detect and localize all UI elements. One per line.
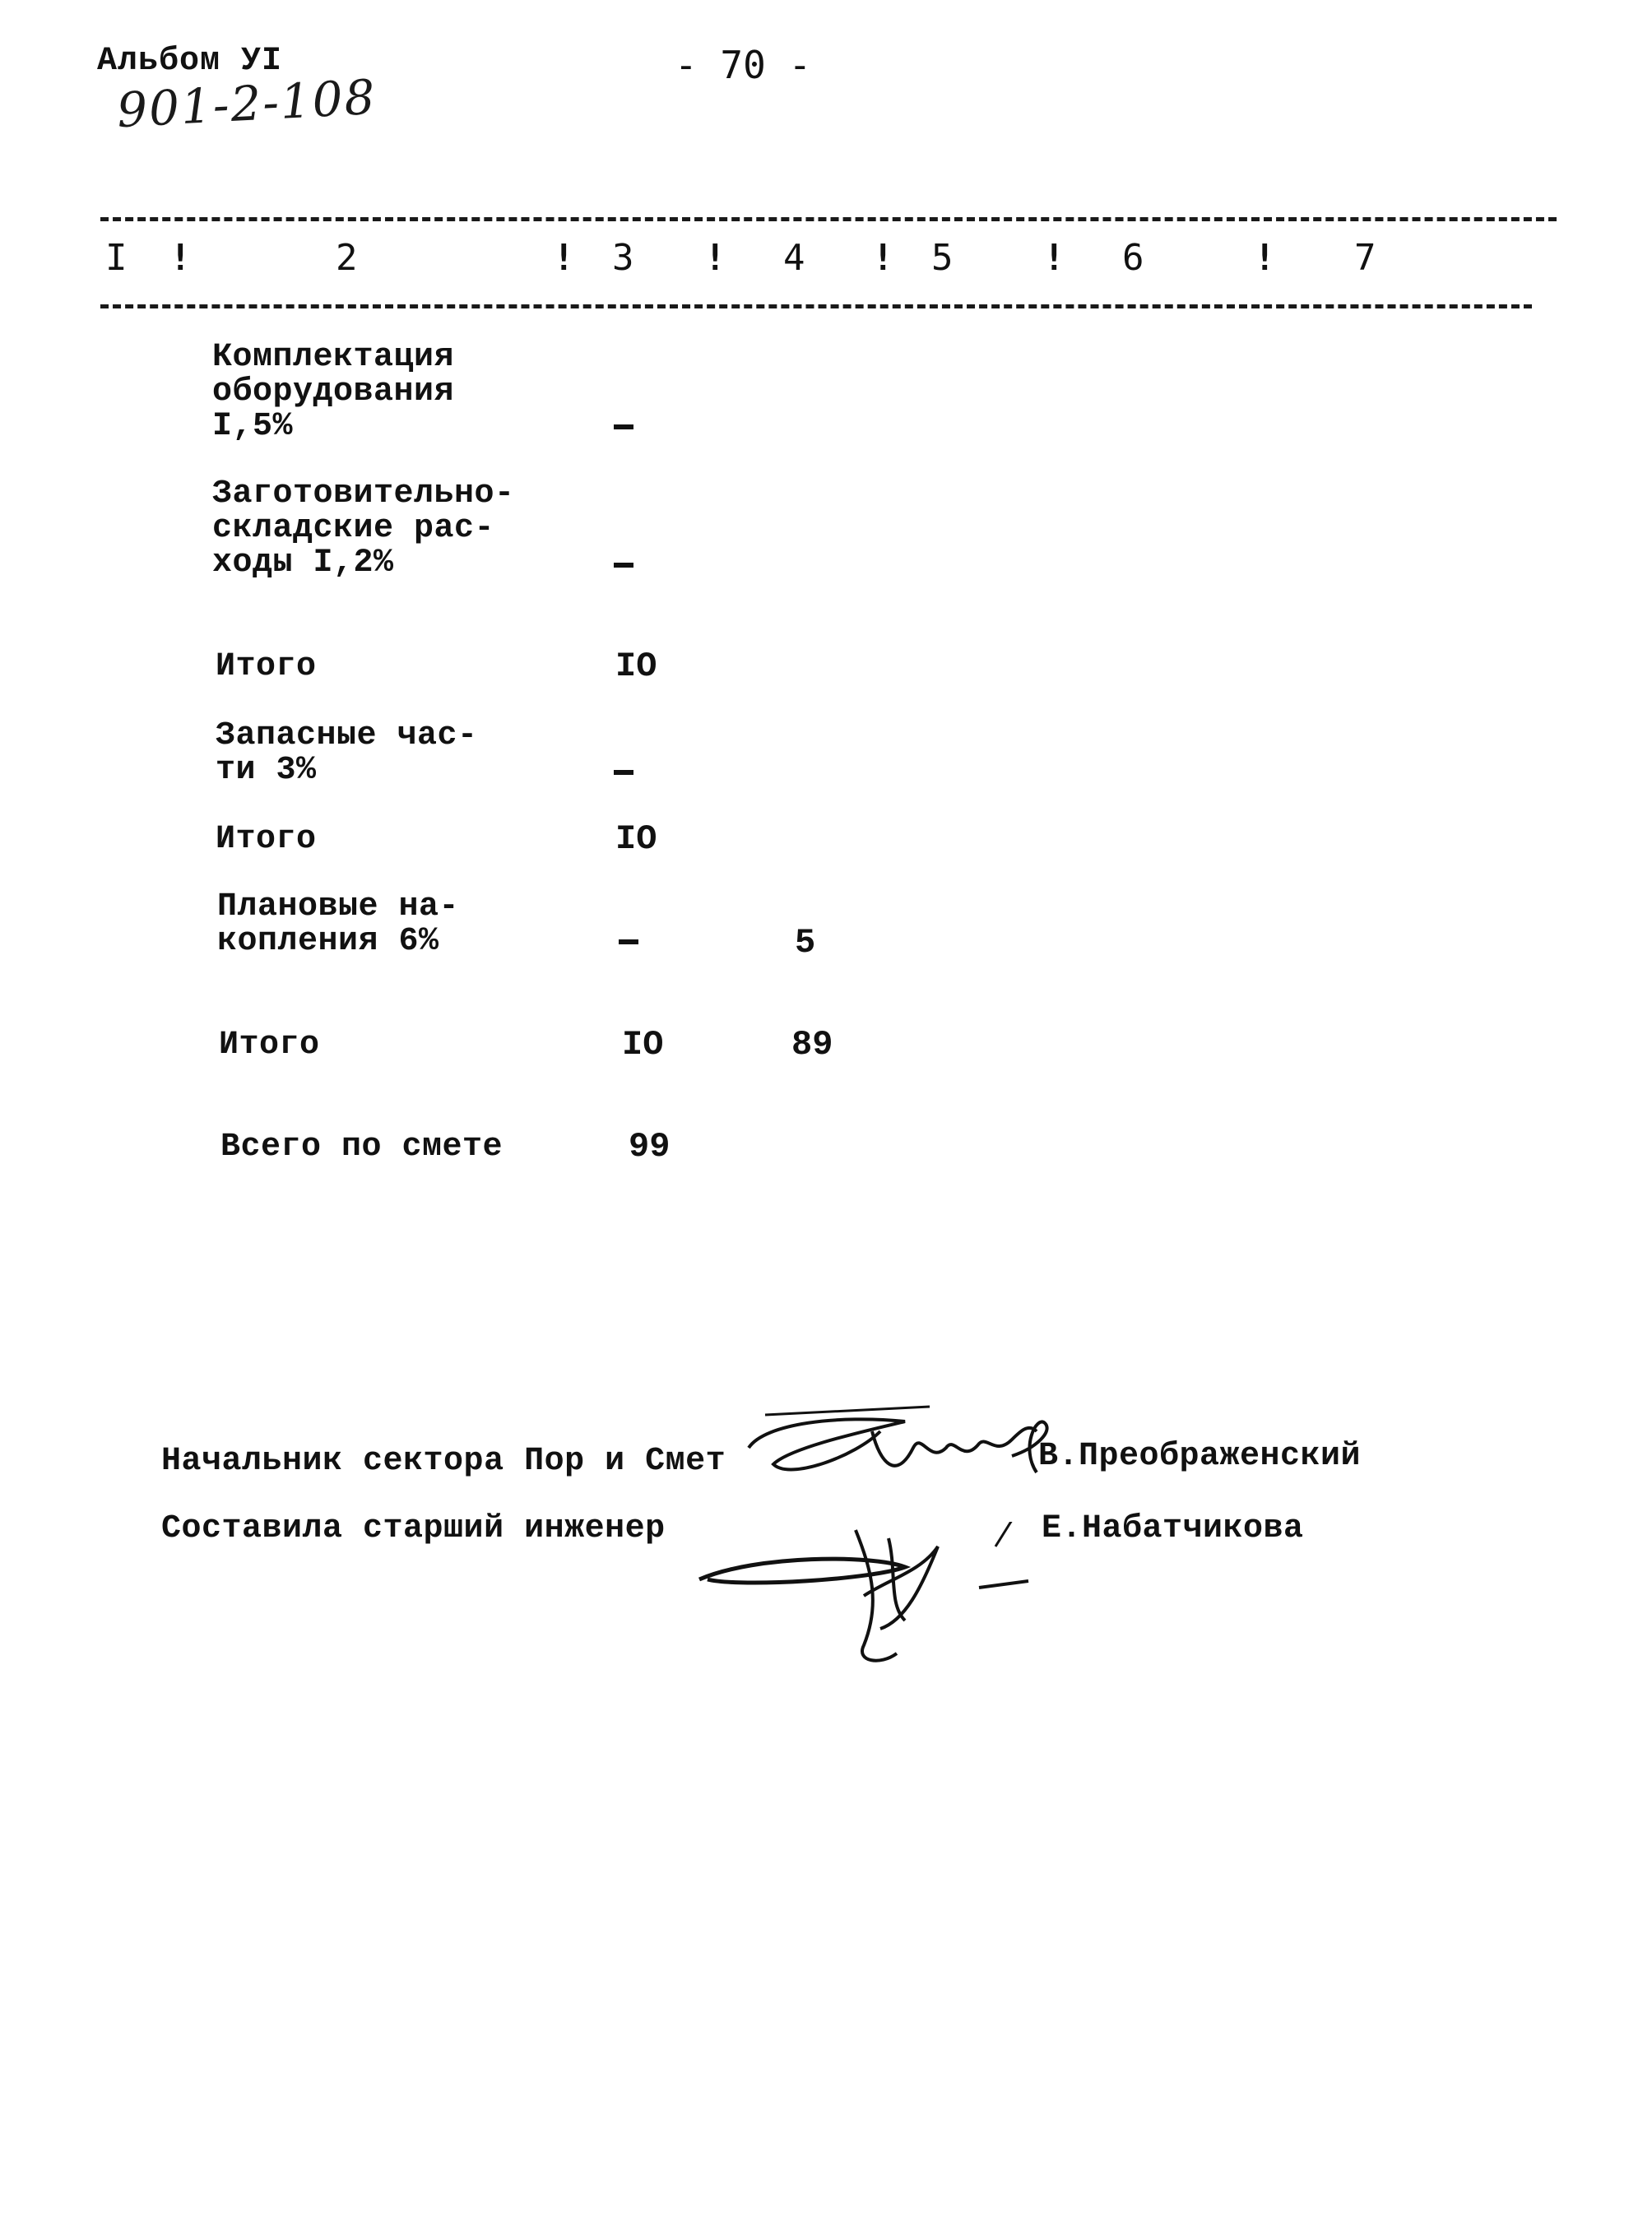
signature-name-1: В.Преображенский <box>1038 1438 1362 1475</box>
column-header-4: 4 <box>783 237 805 279</box>
column-header-6: 6 <box>1122 237 1144 279</box>
column-header-3: 3 <box>612 237 634 279</box>
table-row-label: Заготовительно- складские рас- ходы I,2% <box>212 475 515 582</box>
empty-value-dash <box>619 939 638 944</box>
table-cell-col3: 99 <box>629 1127 671 1166</box>
signature-role-2: Составила старший инженер <box>161 1510 666 1547</box>
table-row-label: Плановые на- копления 6% <box>217 888 460 960</box>
column-separator: ! <box>169 237 192 279</box>
empty-value-dash <box>614 424 633 429</box>
table-row-label: Комплектация оборудования I,5% <box>212 339 455 445</box>
page-number: - 70 - <box>675 43 812 87</box>
table-cell-col4: 89 <box>791 1025 833 1064</box>
table-cell-col3: IO <box>615 647 657 686</box>
table-row-label: Итого <box>216 821 317 858</box>
column-header-5: 5 <box>931 237 954 279</box>
table-top-rule <box>100 217 1557 221</box>
column-header-7: 7 <box>1354 237 1376 279</box>
handwritten-project-code: 901-2-108 <box>115 68 378 139</box>
table-row-label: Итого <box>219 1027 320 1064</box>
empty-value-dash <box>614 770 633 775</box>
column-separator: ! <box>1043 237 1065 279</box>
table-cell-col3: IO <box>622 1025 664 1064</box>
table-header-bottom-rule <box>100 304 1532 308</box>
column-separator: ! <box>704 237 726 279</box>
table-row-label: Запасные час- ти 3% <box>216 717 478 789</box>
signature-role-1: Начальник сектора Пор и Смет <box>161 1443 726 1480</box>
empty-value-dash <box>614 563 633 568</box>
table-row-label: Всего по смете <box>220 1129 503 1166</box>
column-separator: ! <box>553 237 575 279</box>
table-row-label: Итого <box>216 648 317 685</box>
album-label: Альбом УI <box>97 43 283 80</box>
column-header-1: I <box>105 237 128 279</box>
table-cell-col4: 5 <box>795 923 816 962</box>
signature-name-2: Е.Набатчикова <box>1042 1510 1304 1547</box>
column-header-2: 2 <box>336 237 358 279</box>
table-cell-col3: IO <box>615 819 657 859</box>
handwritten-signature-2 <box>691 1522 1053 1670</box>
handwritten-signature-1 <box>740 1398 1086 1514</box>
column-separator: ! <box>872 237 894 279</box>
column-separator: ! <box>1254 237 1276 279</box>
